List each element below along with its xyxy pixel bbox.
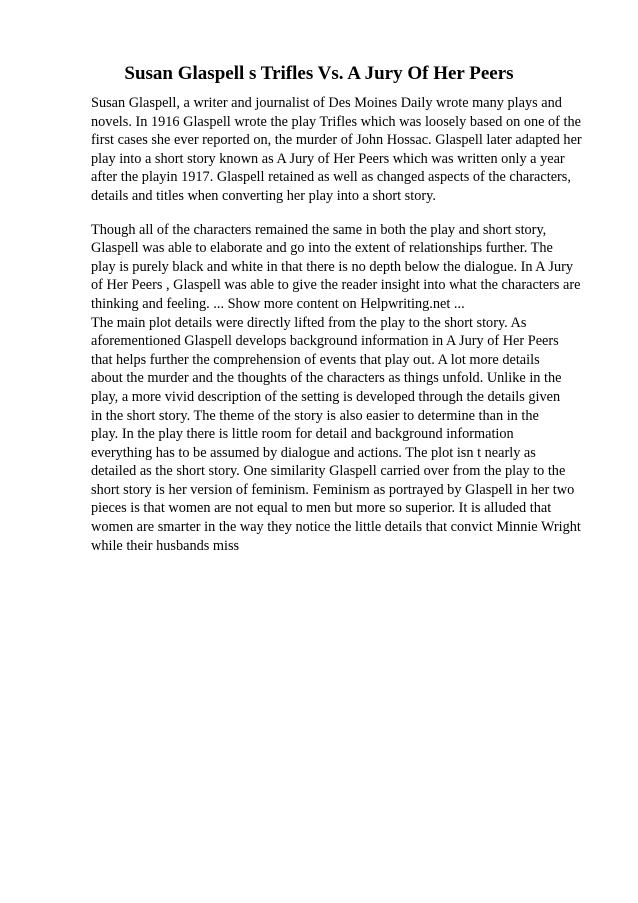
document-body <box>91 94 601 555</box>
text-line: Glaspell was able to elaborate and go into the extent of relationships further. The <box>91 240 553 257</box>
text-line: of Her Peers , Glaspell was able to give the reader insight into what the characters are <box>91 277 581 294</box>
text-line: short story is her version of feminism. Feminism as portrayed by Glaspell in her two <box>91 481 575 498</box>
text-line: pieces is that women are not equal to men but more so superior. It is alluded that <box>91 500 552 517</box>
paragraph-spacer <box>91 206 601 221</box>
text-line: everything has to be assumed by dialogue and actions. The plot isn t nearly as <box>91 444 536 461</box>
text-line: women are smarter in the way they notice the little details that convict Minnie Wright <box>91 519 581 536</box>
text-line: that helps further the comprehension of events that play out. A lot more details <box>91 351 540 368</box>
text-line: play, a more vivid description of the setting is developed through the details given <box>91 388 561 405</box>
text-line: while their husbands miss <box>91 537 240 554</box>
text-line: play is purely black and white in that there is no depth below the dialogue. In A Jury <box>91 258 574 275</box>
document-title: Susan Glaspell s Trifles Vs. A Jury Of Her Peers <box>124 63 514 84</box>
paragraph-1 <box>91 94 601 206</box>
text-line: details and titles when converting her play into a short story. <box>91 187 436 204</box>
text-line: thinking and feeling. ... Show more content on Helpwriting.net ... <box>91 295 465 312</box>
text-line: The main plot details were directly lifted from the play to the short story. As <box>91 314 527 331</box>
paragraph-2 <box>91 221 601 556</box>
text-line: detailed as the short story. One similarity Glaspell carried over from the play to the <box>91 463 566 480</box>
text-line: in the short story. The theme of the story is also easier to determine than in the <box>91 407 539 424</box>
text-line: Susan Glaspell, a writer and journalist of Des Moines Daily wrote many plays and <box>91 95 562 111</box>
text-line: aforementioned Glaspell develops background information in A Jury of Her Peers <box>91 333 559 350</box>
text-line: play. In the play there is little room for detail and background information <box>91 426 514 443</box>
text-line: novels. In 1916 Glaspell wrote the play Trifles which was loosely based on one of the <box>91 113 581 130</box>
text-line: first cases she ever reported on, the murder of John Hossac. Glaspell later adapted her <box>91 132 582 149</box>
text-line: play into a short story known as A Jury of Her Peers which was written only a year <box>91 150 565 167</box>
text-line: about the murder and the thoughts of the characters as things unfold. Unlike in the <box>91 370 562 387</box>
text-line: after the playin 1917. Glaspell retained as well as changed aspects of the characters, <box>91 169 571 186</box>
text-line: Though all of the characters remained the same in both the play and short story, <box>91 221 547 238</box>
